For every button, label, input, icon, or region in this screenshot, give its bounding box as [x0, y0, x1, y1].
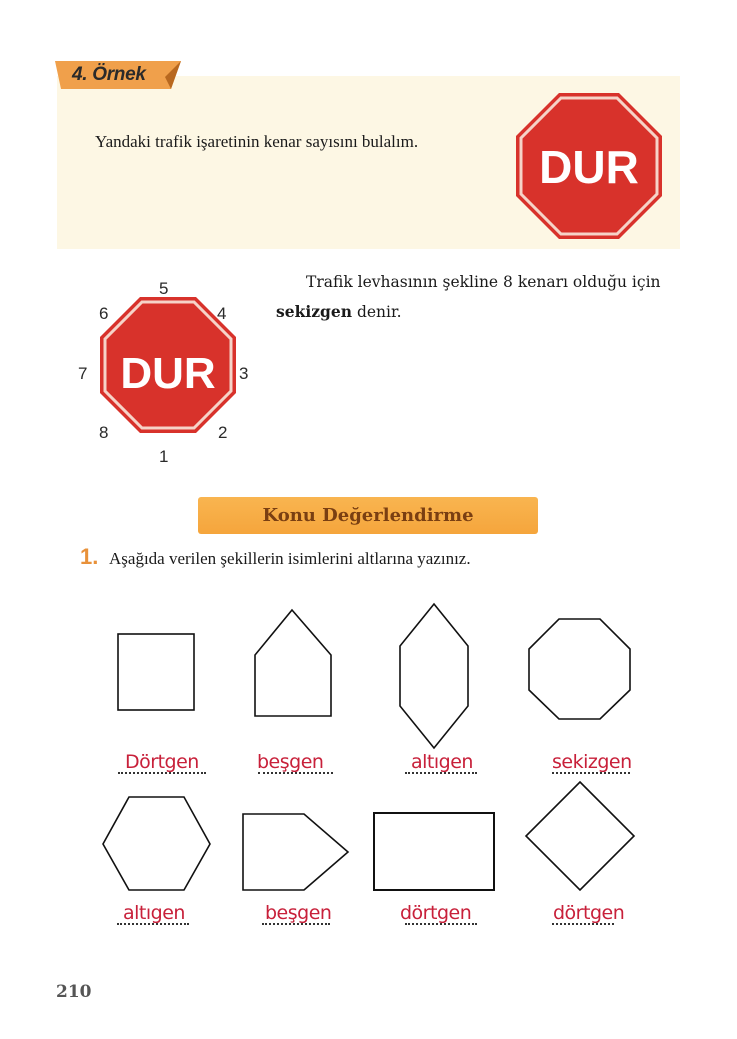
answer-1: Dörtgen: [125, 751, 199, 773]
shape-pentagon-arrow: [243, 814, 348, 890]
shape-octagon: [529, 619, 630, 719]
answer-8: dörtgen: [553, 902, 625, 924]
answer-2: beşgen: [257, 751, 324, 773]
task-instruction: Aşağıda verilen şekillerin isimlerini altlarına yazınız.: [109, 549, 471, 568]
shape-pentagon-house: [255, 610, 331, 716]
shape-rectangle: [374, 813, 494, 890]
side-number-2: 2: [218, 423, 228, 442]
example-tab-label: 4. Örnek: [72, 64, 146, 85]
stop-sign-text: DUR: [539, 141, 639, 193]
side-number-7: 7: [78, 364, 88, 383]
side-number-8: 8: [99, 423, 109, 442]
shape-diamond: [526, 782, 634, 890]
keyword-sekizgen: sekizgen: [276, 302, 352, 321]
explanation-text: Trafik levhasının şekline 8 kenarı olduğu için sekizgen denir.: [276, 273, 661, 321]
side-number-1: 1: [159, 447, 169, 466]
side-number-3: 3: [239, 364, 249, 383]
answer-7: dörtgen: [400, 902, 472, 924]
section-title: Konu Değerlendirme: [262, 505, 474, 526]
answer-4: sekizgen: [552, 751, 632, 773]
answer-3: altıgen: [411, 751, 473, 773]
task-number: 1.: [80, 544, 99, 569]
page-number: 210: [56, 982, 92, 1002]
svg-text:DUR: DUR: [120, 349, 216, 398]
shape-elongated-hexagon: [400, 604, 468, 748]
answer-6: beşgen: [265, 902, 332, 924]
side-number-5: 5: [159, 279, 169, 298]
stop-sign-image: [515, 92, 663, 240]
side-number-4: 4: [217, 304, 227, 323]
answer-5: altıgen: [123, 902, 185, 924]
shape-hexagon: [103, 797, 210, 890]
shape-square: [118, 634, 194, 710]
side-number-6: 6: [99, 304, 109, 323]
example-question: Yandaki trafik işaretinin kenar sayısını bulalım.: [95, 132, 419, 151]
